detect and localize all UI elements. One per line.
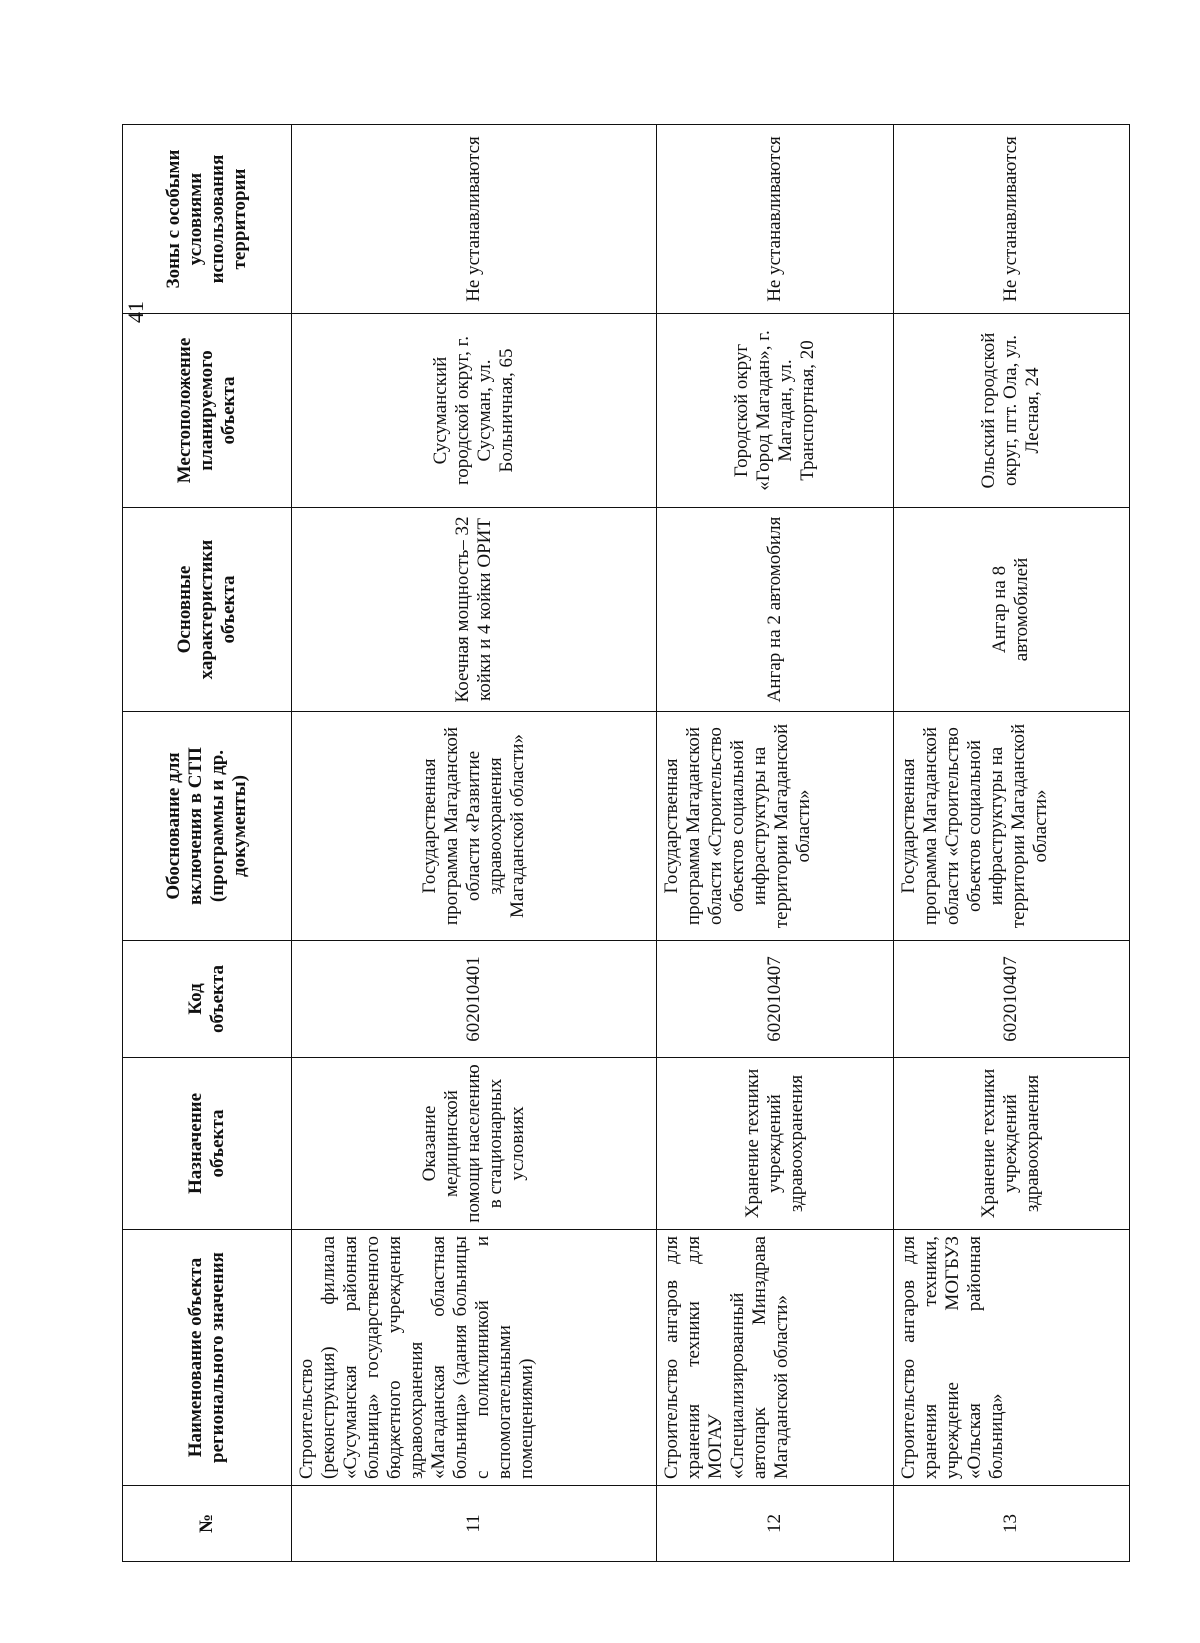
header-location: Местоположение планируемого объекта [123, 314, 292, 508]
cell-no: 13 [893, 1486, 1129, 1562]
table-header-row [123, 125, 292, 1562]
header-code: Код объекта [123, 941, 292, 1058]
cell-no: 11 [292, 1486, 657, 1562]
page-number: 41 [123, 301, 148, 323]
cell-basis: Государственная программа Магаданской области «Строительство объектов социальной инфраструктуры на территории Магаданской области» [657, 712, 893, 941]
cell-name: Строительство (реконструкция) филиала «Сусуманская районная больница» государственного бюджетного учреждения здравоохранения «Магаданская областная больница» (здания больницы с поликлиникой и вспомогательными помещениями) [292, 1230, 657, 1486]
objects-table [122, 124, 1130, 1562]
header-name: Наименование объекта регионального значения [123, 1230, 292, 1486]
header-zones: Зоны с особыми условиями использования территории [123, 125, 292, 314]
rotated-table-sheet [122, 125, 1130, 1562]
cell-location: Сусуманский городской округ, г. Сусуман, ул. Больничная, 65 [292, 314, 657, 508]
header-basis: Обоснование для включения в СТП (программы и др. документы) [123, 712, 292, 941]
cell-name: Строительство ангаров для хранения техники, учреждение МОГБУЗ «Ольская районная больница» [893, 1230, 1129, 1486]
cell-code: 602010407 [657, 941, 893, 1058]
cell-characteristics: Коечная мощность– 32 койки и 4 койки ОРИТ [292, 508, 657, 712]
cell-zones: Не устанавливаются [893, 125, 1129, 314]
table-row [893, 125, 1129, 1562]
header-no: № [123, 1486, 292, 1562]
cell-characteristics: Ангар на 2 автомобиля [657, 508, 893, 712]
cell-characteristics: Ангар на 8 автомобилей [893, 508, 1129, 712]
cell-location: Ольский городской округ, пгт. Ола, ул. Лесная, 24 [893, 314, 1129, 508]
table-row [657, 125, 893, 1562]
cell-zones: Не устанавливаются [292, 125, 657, 314]
header-purpose: Назначение объекта [123, 1058, 292, 1230]
cell-purpose: Хранение техники учреждений здравоохранения [893, 1058, 1129, 1230]
table-row [292, 125, 657, 1562]
cell-zones: Не устанавливаются [657, 125, 893, 314]
cell-name: Строительство ангаров для хранения техники для МОГАУ «Специализированный автопарк Минздрава Магаданской области» [657, 1230, 893, 1486]
cell-code: 602010401 [292, 941, 657, 1058]
cell-basis: Государственная программа Магаданской области «Развитие здравоохранения Магаданской области» [292, 712, 657, 941]
cell-location: Городской округ «Город Магадан», г. Магадан, ул. Транспортная, 20 [657, 314, 893, 508]
header-characteristics: Основные характеристики объекта [123, 508, 292, 712]
cell-purpose: Хранение техники учреждений здравоохранения [657, 1058, 893, 1230]
cell-purpose: Оказание медицинской помощи населению в стационарных условиях [292, 1058, 657, 1230]
cell-basis: Государственная программа Магаданской области «Строительство объектов социальной инфраструктуры на территории Магаданской области» [893, 712, 1129, 941]
cell-code: 602010407 [893, 941, 1129, 1058]
cell-no: 12 [657, 1486, 893, 1562]
